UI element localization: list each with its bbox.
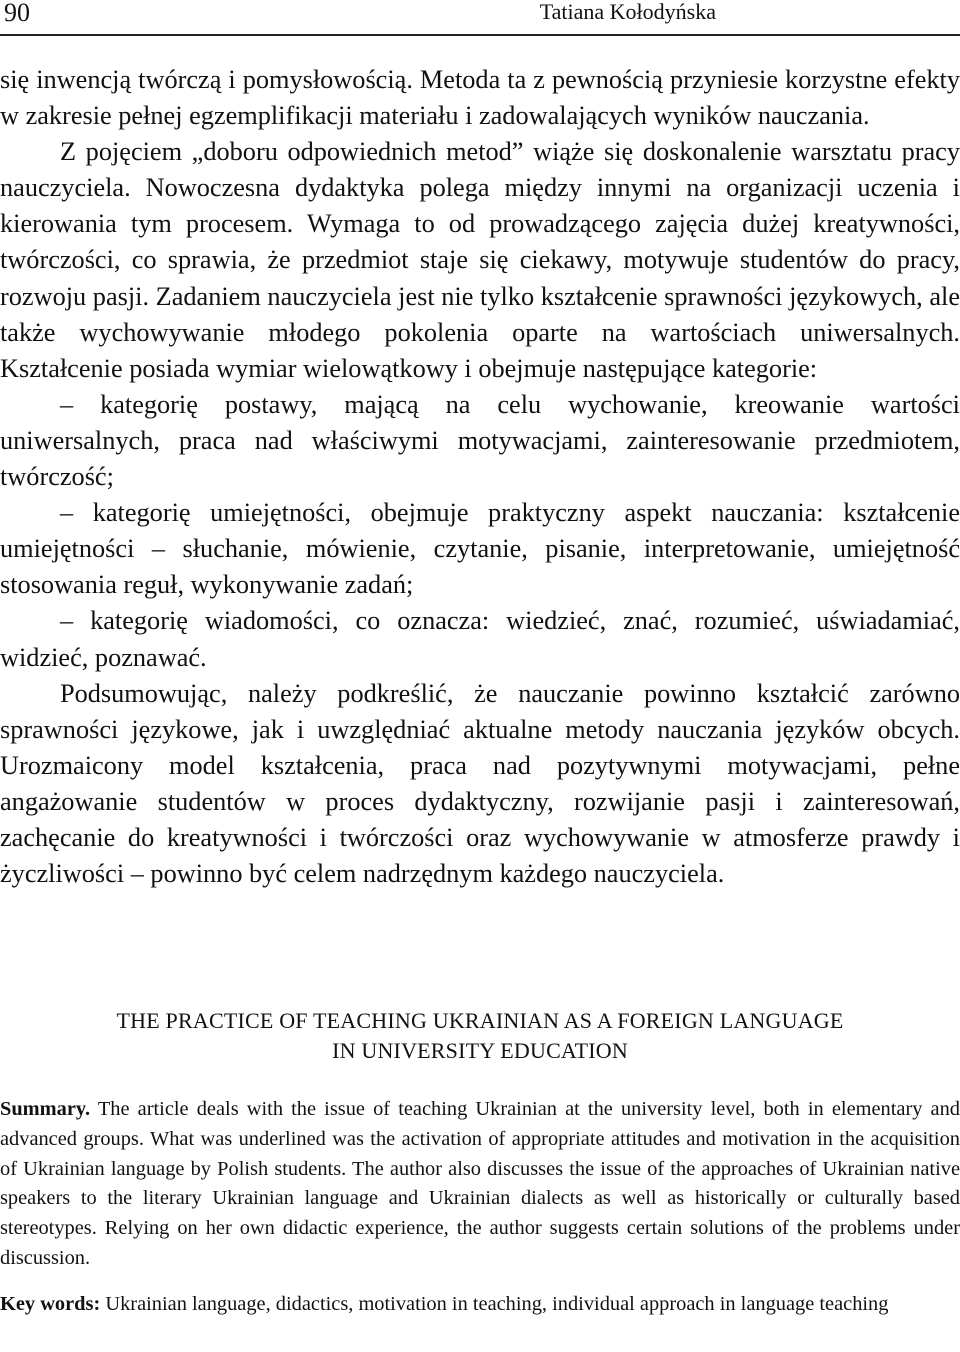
- conclusion-paragraph: Podsumowując, należy podkreślić, że nauczanie powinno kształcić zarówno sprawności językowe, jak i uwzględniać aktualne metody nauczania języków obcych. Urozmaicony model kształcenia, praca nad pozytywnymi motywacjami, pełne angażowanie studentów w proces dydaktyczny, rozwijanie pasji i zainteresowań, zachęcanie do kreatywności i twórczości oraz wychowywanie w atmosferze prawdy i życzliwości – powinno być celem nadrzędnym każdego nauczyciela.: [0, 678, 960, 889]
- main-text: [0, 62, 960, 892]
- summary-paragraph: [0, 1095, 960, 1274]
- header-rule: [0, 34, 960, 36]
- body-paragraph: Z pojęciem „doboru odpowiednich metod” wiąże się doskonalenie warsztatu pracy nauczyciela. Nowoczesna dydaktyka polega między innymi na organizacji uczenia i kierowania tym procesem. Wymaga to od prowadzącego zajęcia dużej kreatywności, twórczości, co sprawia, że przedmiot staje się ciekawy, motywuje studentów do pracy, rozwoju pasji. Zadaniem nauczyciela jest nie tylko kształcenie sprawności językowych, ale także wychowywanie młodego pokolenia oparte na wartościach uniwersalnych. Kształcenie posiada wymiar wielowątkowy i obejmuje następujące kategorie:: [0, 137, 960, 383]
- list-item: – kategorię umiejętności, obejmuje praktyczny aspekt nauczania: kształcenie umiejętności – słuchanie, mówienie, czytanie, pisanie, interpretowanie, umiejętność stosowania reguł, wykonywanie zadań;: [0, 498, 960, 600]
- running-header: [0, 0, 960, 32]
- abstract: [0, 1095, 960, 1320]
- english-title: [0, 1006, 960, 1066]
- keywords-paragraph: [0, 1290, 960, 1320]
- keywords-text: Ukrainian language, didactics, motivation in teaching, individual approach in language teaching: [105, 1292, 889, 1315]
- list-item: – kategorię wiadomości, co oznacza: wiedzieć, znać, rozumieć, uświadamiać, widzieć, poznawać.: [0, 606, 960, 672]
- list-item: – kategorię postawy, mającą na celu wychowanie, kreowanie wartości uniwersalnych, praca nad właściwymi motywacjami, zainteresowanie przedmiotem, twórczość;: [0, 389, 960, 492]
- english-title-line-2: IN UNIVERSITY EDUCATION: [332, 1038, 628, 1063]
- english-title-line-1: THE PRACTICE OF TEACHING UKRAINIAN AS A FOREIGN LANGUAGE: [116, 1008, 844, 1033]
- page-number: 90: [4, 0, 30, 27]
- summary-text: The article deals with the issue of teaching Ukrainian at the university level, both in elementary and advanced groups. What was underlined was the activation of appropriate attitudes and motivation in the acquisition of Ukrainian language by Polish students. The author also discusses the issue of the approaches of Ukrainian native speakers to the literary Ukrainian language and Ukrainian dialects as well as historically or culturally based stereotypes. Relying on her own didactic experience, the author suggests certain solutions of the problems under discussion.: [0, 1098, 960, 1269]
- body-paragraph: się inwencją twórczą i pomysłowością. Metoda ta z pewnością przyniesie korzystne efekty w zakresie pełnej egzemplifikacji materiału i zadowalających wyników nauczania.: [0, 65, 960, 131]
- summary-label: Summary.: [0, 1098, 91, 1120]
- running-title-author: Tatiana Kołodyńska: [539, 0, 716, 24]
- keywords-label: Key words:: [0, 1292, 101, 1315]
